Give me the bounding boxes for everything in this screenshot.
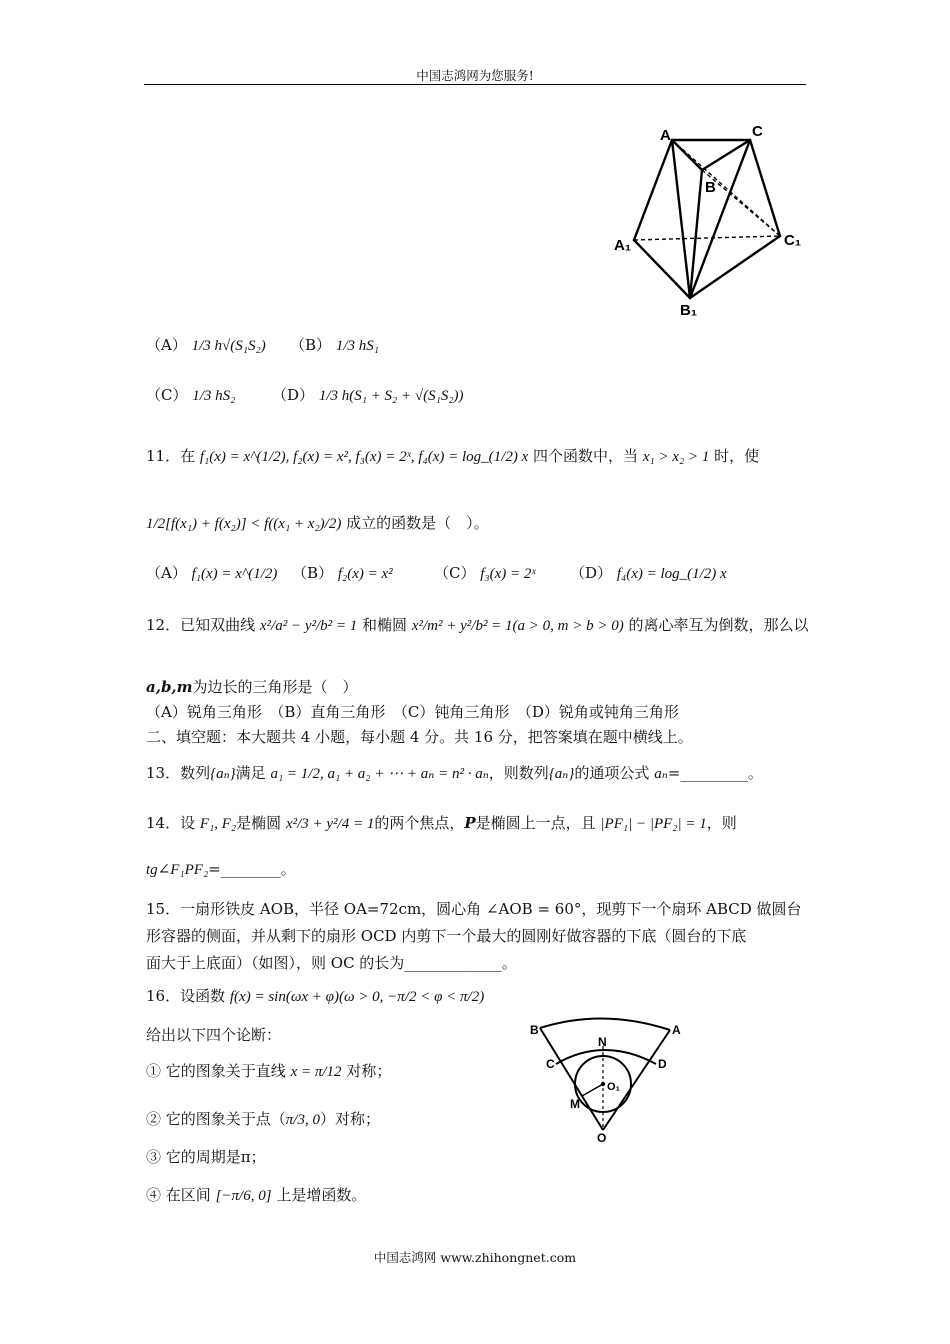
q10-b-label: （B）	[290, 336, 332, 354]
q14-blank: =________。	[208, 860, 296, 878]
q16-item2-post: ）对称；	[319, 1110, 380, 1128]
q12-line2	[146, 676, 358, 697]
q11-a-label: （A）	[146, 564, 187, 582]
q13-an: aₙ	[654, 766, 668, 782]
q15-line1: 15．一扇形铁皮 AOB，半径 OA=72cm，圆心角 ∠AOB = 60°，现剪下一个扇环 ABCD 做圆台	[146, 900, 802, 918]
q16-item3: ③ 它的周期是π；	[146, 1148, 266, 1166]
q16-line1	[146, 985, 484, 1006]
prism-label-c1: C₁	[784, 232, 802, 249]
q11-option-a	[146, 562, 277, 583]
prism-label-a1: A₁	[614, 237, 632, 254]
q15-line2: 形容器的侧面，并从剩下的扇形 OCD 内剪下一个最大的圆刚好做容器的下底（圆台的下底	[146, 927, 747, 945]
q13-number: 13．数列	[146, 764, 211, 782]
q13-seq-2: {aₙ}	[548, 766, 575, 782]
sector-label-a: A	[672, 1023, 681, 1037]
q14-number: 14．设	[146, 814, 196, 832]
q11-c-math: f₃(x) = 2ˣ	[480, 566, 536, 582]
q11-line2-text: 成立的函数是（ ）。	[346, 514, 489, 532]
q11-mid-text: 四个函数中，当	[533, 447, 639, 465]
prism-figure	[612, 118, 812, 318]
q16-number: 16．设函数	[146, 987, 226, 1005]
q11-functions: f₁(x) = x^(1/2), f₂(x) = x², f₃(x) = 2ˣ, f₄(x) = log_(1/2) x	[199, 449, 529, 465]
q12-number: 12．已知双曲线	[146, 616, 256, 634]
q16-item1-pre: ① 它的图象关于直线	[146, 1062, 286, 1080]
q12-tail: 的离心率互为倒数，那么以	[628, 616, 809, 634]
prism-label-b: B	[705, 179, 716, 196]
header-rule	[144, 84, 806, 85]
q13-text1: 满足	[235, 764, 266, 782]
prism-label-b1: B₁	[680, 302, 698, 318]
q13-line	[146, 762, 763, 783]
q12-line2-text: 为边长的三角形是（ ）	[192, 678, 358, 696]
prism-label-a: A	[660, 127, 671, 144]
q11-option-b	[292, 562, 393, 583]
q14-foci: F₁, F₂	[199, 816, 237, 832]
q12-ellipse: x²/m² + y²/b² = 1(a > 0, m > b > 0)	[411, 618, 624, 634]
q16-item2-pre: ② 它的图象关于点（	[146, 1110, 286, 1128]
section-two-heading: 二、填空题：本大题共 4 小题，每小题 4 分。共 16 分，把答案填在题中横线上。	[146, 728, 693, 746]
q12-options: （A）锐角三角形 （B）直角三角形 （C）钝角三角形 （D）锐角或钝角三角形	[146, 703, 679, 721]
q10-option-c	[146, 384, 235, 405]
q10-d-math: 1/3 h(S₁ + S₂ + √(S₁S₂))	[318, 388, 464, 404]
q11-option-d	[570, 562, 727, 583]
q11-d-label: （D）	[570, 564, 613, 582]
q14-expr: tg∠F₁PF₂	[146, 862, 209, 878]
q16-item4-pre: ④ 在区间	[146, 1186, 211, 1204]
q16-item1-post: 对称；	[346, 1062, 392, 1080]
q14-line2	[146, 858, 296, 879]
q16-func: f(x) = sin(ωx + φ)(ω > 0, −π/2 < φ < π/2)	[229, 989, 485, 1005]
q13-blank: =_________。	[667, 764, 763, 782]
q14-text4: ，则	[706, 814, 737, 832]
q16-item1	[146, 1060, 391, 1081]
prism-label-c: C	[752, 123, 763, 140]
q12-line1	[146, 614, 809, 635]
q13-seq: {aₙ}	[210, 766, 236, 782]
q10-option-b	[290, 334, 379, 355]
q11-d-math: f₄(x) = log_(1/2) x	[616, 566, 727, 582]
q11-tail: 时，使	[714, 447, 760, 465]
sector-label-d: D	[658, 1057, 667, 1071]
q10-d-label: （D）	[272, 386, 315, 404]
q11-option-c	[434, 562, 536, 583]
q13-condition: a₁ = 1/2, a₁ + a₂ + ⋯ + aₙ = n² · aₙ	[270, 766, 489, 782]
q11-line2	[146, 512, 489, 533]
q14-line1	[146, 812, 737, 833]
q11-c-label: （C）	[434, 564, 476, 582]
q11-b-label: （B）	[292, 564, 334, 582]
sector-label-c: C	[546, 1057, 555, 1071]
q16-item4	[146, 1184, 366, 1205]
q14-text3: 是椭圆上一点，且	[475, 814, 596, 832]
q10-c-math: 1/3 hS₂	[192, 388, 236, 404]
q11-line1	[146, 445, 759, 466]
q16-intro: 给出以下四个论断：	[146, 1026, 282, 1044]
q13-text2: ，则数列	[488, 764, 549, 782]
sector-figure	[526, 1016, 696, 1144]
sector-label-o: O	[597, 1131, 607, 1144]
q12-hyperbola: x²/a² − y²/b² = 1	[259, 618, 358, 634]
q16-item1-math: x = π/12	[290, 1064, 342, 1080]
q11-number: 11．在	[146, 447, 196, 465]
q10-c-label: （C）	[146, 386, 188, 404]
q14-text1: 是椭圆	[236, 814, 282, 832]
q11-condition: x₁ > x₂ > 1	[642, 449, 710, 465]
q14-condition: |PF₁| − |PF₂| = 1	[600, 816, 707, 832]
q10-option-a	[146, 334, 266, 355]
sector-label-o1: O₁	[607, 1081, 621, 1093]
q10-a-math: 1/3 h√(S₁S₂)	[191, 338, 266, 354]
sector-label-m: M	[570, 1097, 580, 1111]
q14-ellipse: x²/3 + y²/4 = 1	[285, 816, 375, 832]
q11-inequality: 1/2[f(x₁) + f(x₂)] < f((x₁ + x₂)/2)	[146, 516, 342, 532]
page-header: 中国志鸿网为您服务!	[416, 68, 534, 83]
q14-p: P	[464, 814, 476, 832]
q16-item2-math: π/3, 0	[285, 1112, 320, 1128]
q12-and-text: 和椭圆	[362, 616, 408, 634]
q10-a-label: （A）	[146, 336, 187, 354]
page-footer: 中国志鸿网 www.zhihongnet.com	[373, 1250, 577, 1265]
q13-text3: 的通项公式	[574, 764, 650, 782]
q11-a-math: f₁(x) = x^(1/2)	[191, 566, 278, 582]
q16-item4-post: 上是增函数。	[276, 1186, 367, 1204]
q12-vars: a,b,m	[146, 678, 193, 696]
sector-label-n: N	[598, 1035, 607, 1049]
q16-item4-math: [−π/6, 0]	[215, 1188, 272, 1204]
q10-option-d	[272, 384, 464, 405]
q10-b-math: 1/3 hS₁	[335, 338, 379, 354]
q14-text2: 的两个焦点，	[374, 814, 465, 832]
q16-item2	[146, 1108, 380, 1129]
sector-label-b: B	[530, 1023, 539, 1037]
q15-line3: 面大于上底面）（如图），则 OC 的长为_____________。	[146, 954, 517, 972]
q11-b-math: f₂(x) = x²	[337, 566, 393, 582]
